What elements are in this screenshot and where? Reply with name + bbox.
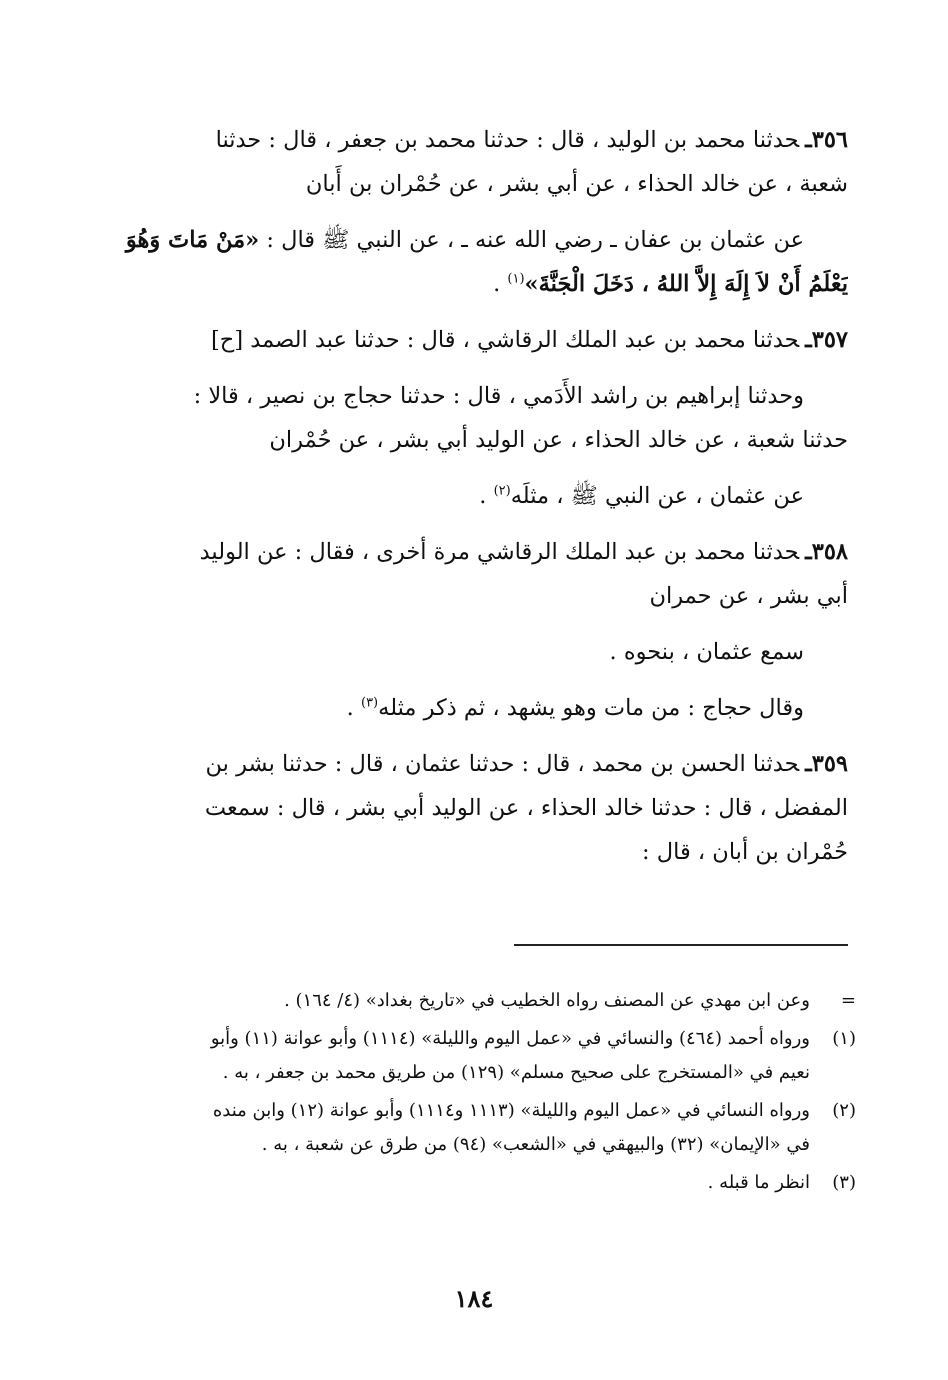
hadith-357-second-chain xyxy=(96,374,848,462)
text-line xyxy=(96,530,848,574)
hadith-357-matn xyxy=(96,474,848,518)
footnote-mark: (٢) xyxy=(832,1100,856,1121)
hadith-356-matn xyxy=(96,218,848,306)
prophetic-saying: يَعْلَمُ أَنْ لاَ إِلَهَ إِلاَّ اللهُ ، دَخَلَ الْجَنَّةَ» xyxy=(524,271,848,297)
footnote-text xyxy=(96,984,810,1018)
hadith-number: ٣٥٧ـ xyxy=(805,327,848,353)
text-line: أبي بشر ، عن حمران xyxy=(649,583,848,609)
isnad-text: عن عثمان بن عفان ـ رضي الله عنه ـ ، عن النبي ﷺ قال : xyxy=(266,227,804,253)
footnote-line: وعن ابن مهدي عن المصنف رواه الخطيب في «تاريخ بغداد» (٤/ ١٦٤) . xyxy=(284,990,810,1011)
hadith-number: ٣٥٦ـ xyxy=(805,127,848,153)
hadith-number: ٣٥٩ـ xyxy=(805,751,848,777)
text-line: وحدثنا إبراهيم بن راشد الأَدَمي ، قال : حدثنا حجاج بن نصير ، قالا : xyxy=(193,383,804,409)
footnote-line: ورواه أحمد (٤٦٤) والنسائي في «عمل اليوم والليلة» (١١١٤) وأبو عوانة (١١) وأبو xyxy=(210,1028,810,1049)
hadith-number: ٣٥٨ـ xyxy=(805,539,848,565)
footnote-2 xyxy=(96,1094,856,1162)
text-line: سمع عثمان ، بنحوه . xyxy=(609,639,804,665)
isnad-text: حدثنا محمد بن الوليد ، قال : حدثنا محمد بن جعفر ، قال : حدثنا xyxy=(215,127,800,153)
footnote-text xyxy=(96,1166,810,1200)
footnote-mark: = xyxy=(840,990,856,1011)
footnote-mark: (٣) xyxy=(832,1172,856,1193)
footnote-reference[interactable]: (١) xyxy=(507,271,525,287)
footnote-line: ورواه النسائي في «عمل اليوم والليلة» (١١١٣ و١١١٤) وأبو عوانة (١٢) وابن منده xyxy=(212,1100,810,1121)
text-line xyxy=(96,686,804,730)
punctuation: . xyxy=(493,271,508,297)
isnad-text: حدثنا الحسن بن محمد ، قال : حدثنا عثمان ، قال : حدثنا بشر بن xyxy=(205,751,800,777)
text-line xyxy=(96,262,848,306)
matn-text: وقال حجاج : من مات وهو يشهد ، ثم ذكر مثله xyxy=(378,695,804,721)
text-line: حدثنا شعبة ، عن خالد الحذاء ، عن الوليد أبي بشر ، عن حُمْران xyxy=(269,427,848,453)
punctuation: . xyxy=(479,483,494,509)
text-line: شعبة ، عن خالد الحذاء ، عن أبي بشر ، عن حُمْران بن أَبان xyxy=(305,171,848,197)
text-line xyxy=(96,474,804,518)
hadith-356 xyxy=(96,118,848,206)
text-line xyxy=(96,218,804,262)
footnote-mark: (١) xyxy=(832,1028,856,1049)
footnote-text xyxy=(96,1094,810,1162)
footnote-line: في «الإيمان» (٣٢) والبيهقي في «الشعب» (٩٤) من طرق عن شعبة ، به . xyxy=(261,1134,810,1155)
punctuation: . xyxy=(346,695,361,721)
hadith-358-note xyxy=(96,686,848,730)
page-number: ١٨٤ xyxy=(454,1284,494,1313)
footnote-3 xyxy=(96,1166,856,1200)
hadith-358 xyxy=(96,530,848,618)
footnote-separator xyxy=(514,944,848,946)
isnad-text: حدثنا محمد بن عبد الملك الرقاشي مرة أخرى ، فقال : عن الوليد xyxy=(199,539,800,565)
hadith-357 xyxy=(96,318,848,362)
footnote-reference[interactable]: (٢) xyxy=(493,483,511,499)
matn-text: عن عثمان ، عن النبي ﷺ ، مثلَه xyxy=(510,483,804,509)
text-line: حُمْران بن أبان ، قال : xyxy=(642,839,848,865)
hadith-358-matn xyxy=(96,630,848,674)
footnote-1 xyxy=(96,1022,856,1090)
text-line xyxy=(96,318,848,362)
prophetic-saying: «مَنْ مَاتَ وَهُوَ xyxy=(125,227,260,253)
footnote-line: انظر ما قبله . xyxy=(707,1172,810,1193)
main-text xyxy=(96,118,848,886)
footnote-text xyxy=(96,1022,810,1090)
footnote-line: نعيم في «المستخرج على صحيح مسلم» (١٢٩) من طريق محمد بن جعفر ، به . xyxy=(222,1062,810,1083)
isnad-text: حدثنا محمد بن عبد الملك الرقاشي ، قال : حدثنا عبد الصمد [ح] xyxy=(211,327,800,353)
text-line xyxy=(96,742,848,786)
hadith-359 xyxy=(96,742,848,874)
footnotes xyxy=(96,984,856,1204)
text-line xyxy=(96,118,848,162)
text-line: المفضل ، قال : حدثنا خالد الحذاء ، عن الوليد أبي بشر ، قال : سمعت xyxy=(204,795,848,821)
footnote-reference[interactable]: (٣) xyxy=(360,695,379,711)
footnote-continuation xyxy=(96,984,856,1018)
